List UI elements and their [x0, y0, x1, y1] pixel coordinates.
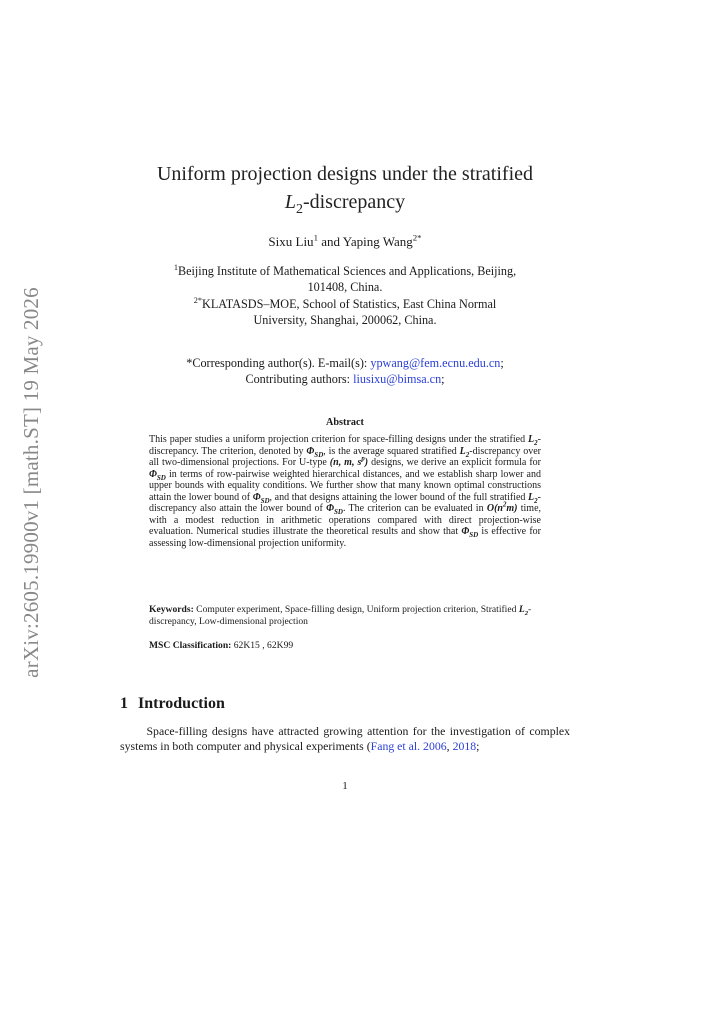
affiliations: $^1$Beijing Institute of Mathematical Sciences and Applications, Beijing, 101408, China. $^{2*}$KLATASDS–MOE, School of Statistics, East China Normal University, Shanghai, 200062, China.: [120, 263, 570, 329]
author-list: Sixu Liu$^1$ and Yaping Wang$^{2*}$: [268, 232, 422, 249]
email-link-liusixu[interactable]: liusixu@bimsa.cn: [353, 372, 442, 386]
abstract-heading: Abstract: [326, 417, 364, 428]
page-number: 1: [342, 780, 348, 792]
title-line-1: Uniform projection designs under the stratified: [156, 163, 533, 185]
msc-classification: MSC Classification: 62K15 , 62K99: [149, 640, 294, 651]
author-2: Yaping Wang: [342, 234, 413, 249]
abstract-text: This paper studies a uniform projection criterion for space-filling designs under the stratified $L_2$-discrepancy. The criterion, denoted by $\Phi_{SD}$, is the average squared stratified $L_2$-discrepancy over all two-dimensional projections. For U-type (n, m, $s^p$) designs, we derive an explicit formula for $\Phi_{SD}$ in terms of row-pairwise weighted hierarchical distances, and we establish sharp lower and upper bounds with equality conditions. We further show that many known optimal constructions attain the lower bound of $\Phi_{SD}$, and that designs attaining the lower bound of the full stratified $L_2$-discrepancy also attain the lower bound of $\Phi_{SD}$. The criterion can be evaluated in $O(n^2m)$ time, with a modest reduction in arithmetic operations compared with direct projection-wise evaluation. Numerical studies illustrate the theoretical results and show that $\Phi_{SD}$ is effective for assessing low-dimensional projection uniformity.: [149, 434, 542, 549]
citation-link-fang-2006[interactable]: Fang et al. 2006: [370, 739, 447, 754]
email-link-ypwang[interactable]: ypwang@fem.ecnu.edu.cn: [370, 356, 501, 370]
affiliation-1: $^1$Beijing Institute of Mathematical Sciences and Applications, Beijing,: [173, 262, 517, 278]
section-heading-introduction: 1 Introduction: [120, 695, 225, 712]
author-1: Sixu Liu: [268, 234, 314, 249]
correspondence: *Corresponding author(s). E-mail(s): ypwang@fem.ecnu.edu.cn; Contributing authors: liusixu@bimsa.cn;: [186, 356, 504, 386]
citation-link-2018[interactable]: 2018: [452, 739, 477, 754]
paper-title: [120, 160, 570, 216]
keywords: Keywords: Computer experiment, Space-filling design, Uniform projection criterion, Stratified $L_2$-discrepancy, Low-dimensional projection: [149, 604, 532, 627]
introduction-paragraph: Space-filling designs have attracted growing attention for the investigation of complex systems in both computer and physical experiments (Fang et al. 2006, 2018;: [120, 724, 570, 754]
title-line-2: $L_2$-discrepancy: [284, 191, 406, 217]
arxiv-identifier: arXiv:2605.19900v1 [math.ST] 19 May 2026: [18, 286, 43, 678]
affiliation-2: $^{2*}$KLATASDS–MOE, School of Statistics, East China Normal: [193, 295, 497, 311]
arxiv-sidebar: [14, 282, 48, 682]
